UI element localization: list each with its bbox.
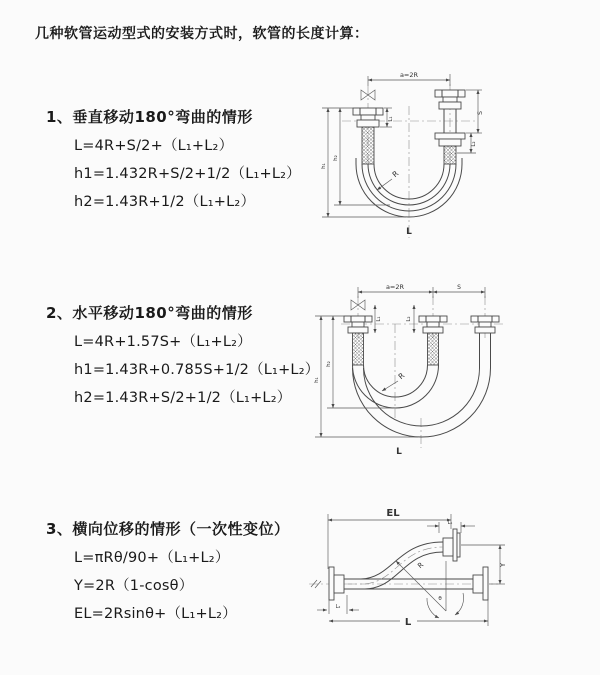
section-3-heading: 3、横向位移的情形（一次性变位） (46, 520, 290, 538)
dim-l1-label: L₁ (376, 316, 382, 322)
dim-l2-label: L₂ (406, 316, 412, 322)
formula-line: L=πRθ/90+（L₁+L₂） (74, 550, 230, 566)
dim-s-label: S (477, 111, 484, 115)
diagram-vertical-180 (308, 66, 598, 266)
formula-line: h2=1.43R+S/2+1/2（L₁+L₂） (74, 390, 292, 406)
radius-callout (377, 169, 400, 190)
flange-left (344, 316, 372, 333)
dimension-l (329, 600, 488, 628)
section-1-formulas (46, 132, 301, 216)
dim-h2-label: h₂ (326, 361, 332, 367)
radius-label: R (390, 168, 401, 180)
dimension-s (433, 284, 485, 292)
flange-right (473, 567, 488, 600)
radius-label: R (396, 370, 407, 382)
diagram-lateral-displacement (293, 499, 600, 644)
hose-braid-left (353, 333, 364, 365)
dim-h1-label: h₁ (314, 377, 320, 383)
hose-braid-left (362, 127, 374, 164)
dim-l2-label: L₂ (471, 141, 477, 147)
dimension-a2r (358, 283, 485, 298)
hose-braid-middle (428, 333, 439, 365)
radius-callout (382, 371, 406, 391)
dim-el-label: EL (386, 508, 400, 519)
flange-top-right (443, 529, 460, 561)
section-horizontal-180 (46, 302, 319, 412)
page-title: 几种软管运动型式的安装方式时，软管的长度计算： (35, 26, 369, 42)
dim-l2-label: L₂ (335, 604, 341, 610)
section-2-formulas (46, 328, 319, 412)
dimension-s (466, 90, 484, 133)
formula-line: h1=1.43R+0.785S+1/2（L₁+L₂） (74, 362, 320, 378)
u-hose-arcs (353, 365, 491, 437)
dimension-el (328, 508, 451, 569)
length-label: L (404, 617, 412, 628)
dimension-l2 (406, 305, 414, 333)
dimension-l2 (317, 595, 359, 614)
dim-y-label: Y (499, 562, 507, 568)
section-vertical-180 (46, 106, 301, 216)
formula-line: h1=1.432R+S/2+1/2（L₁+L₂） (74, 166, 301, 182)
section-2-heading: 2、水平移动180°弯曲的情形 (46, 304, 253, 322)
dim-s-label: S (457, 284, 461, 291)
dimension-a2r (368, 71, 450, 86)
formula-line: L=4R+S/2+（L₁+L₂） (74, 138, 234, 154)
dim-h2-label: h₂ (333, 155, 339, 161)
flange-middle (419, 316, 447, 333)
diagram-horizontal-180 (303, 278, 600, 468)
radius-label: R (416, 560, 426, 571)
dim-l1-label: L₁ (388, 116, 394, 122)
dim-a2r-label: a=2R (385, 283, 405, 291)
section-lateral-displacement (46, 518, 289, 628)
dim-l1-label: L₁ (447, 520, 453, 526)
dim-a2r-label: a=2R (399, 71, 419, 79)
formula-line: L=4R+1.57S+（L₁+L₂） (74, 334, 252, 350)
flange-left (329, 567, 344, 600)
hose-braid-right (444, 146, 456, 164)
dimension-l1 (375, 305, 382, 333)
formula-line: Y=2R（1-cosθ） (74, 578, 194, 594)
s-curve-hose (344, 542, 443, 589)
formula-line: h2=1.43R+1/2（L₁+L₂） (74, 194, 256, 210)
length-label: L (396, 447, 402, 457)
length-label: L (406, 227, 412, 237)
theta-label: θ (438, 596, 442, 602)
flange-left (353, 108, 383, 127)
section-3-formulas (46, 544, 289, 628)
section-1-heading: 1、垂直移动180°弯曲的情形 (46, 108, 253, 126)
flange-right-lower (435, 133, 465, 146)
dim-h1-label: h₁ (321, 163, 327, 169)
formula-line: EL=2Rsinθ+（L₁+L₂） (74, 606, 237, 622)
